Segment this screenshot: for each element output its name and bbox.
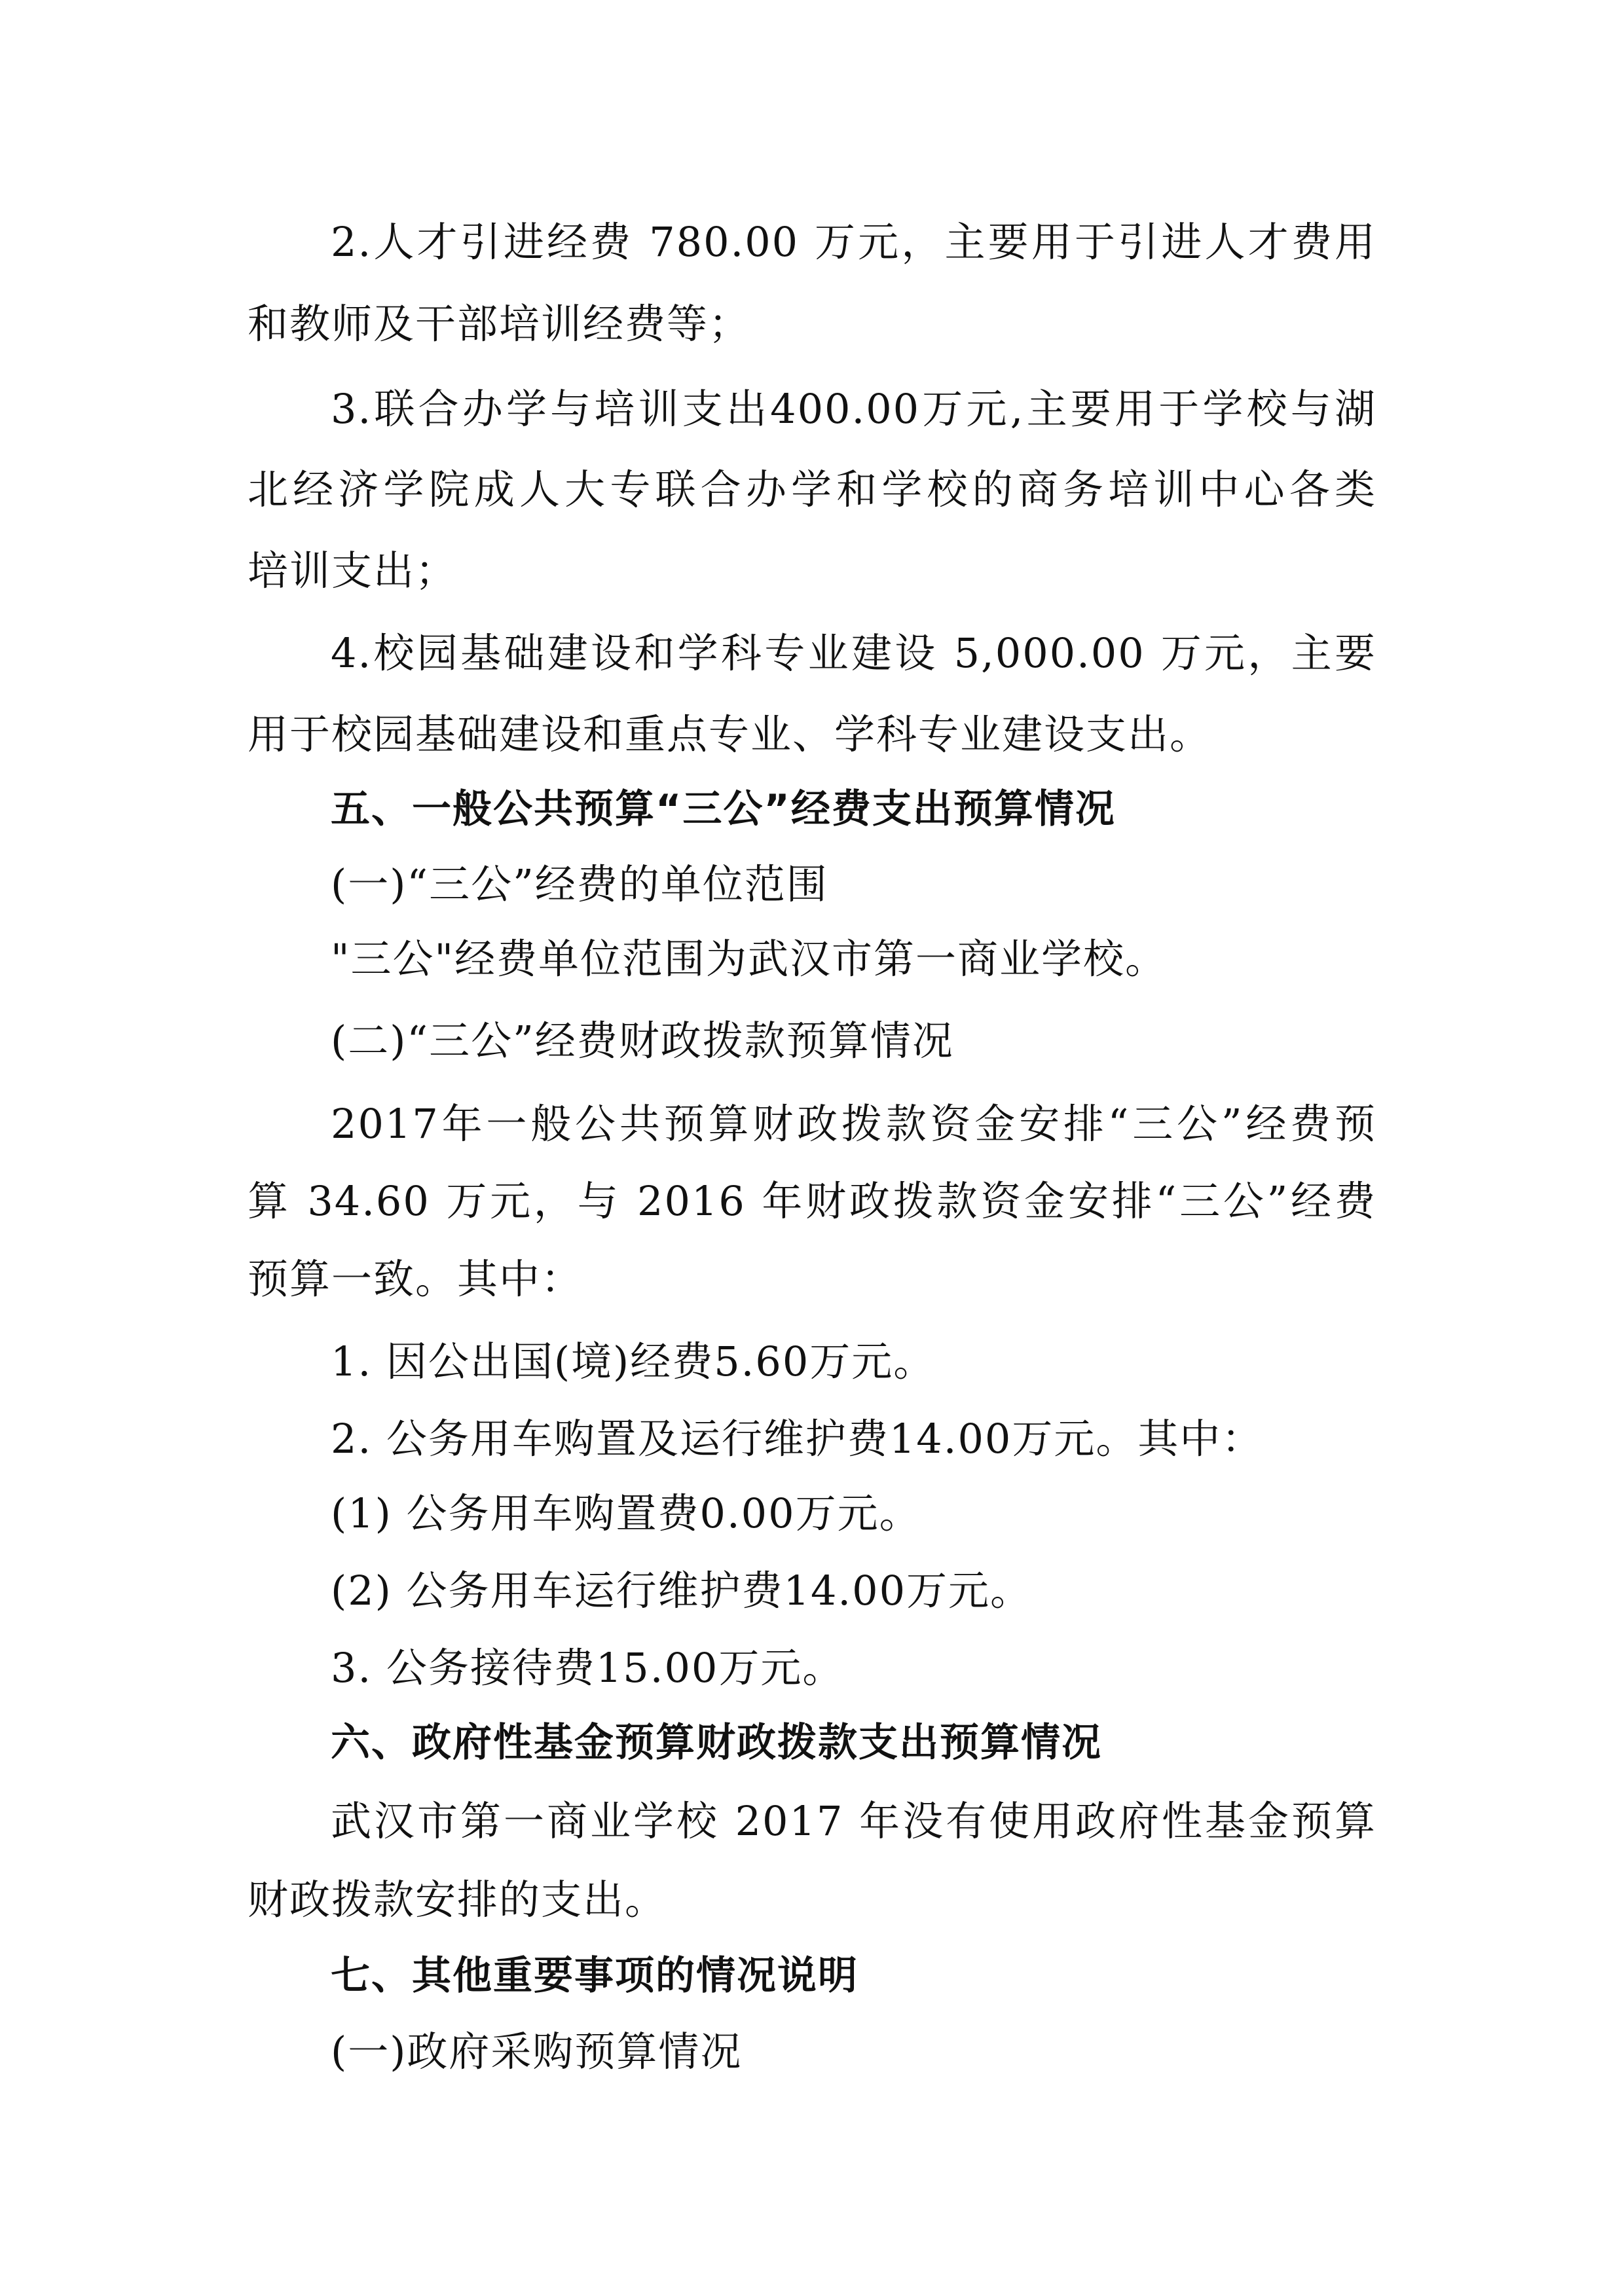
list-item: 3. 公务接待费15.00万元。 [331,1644,845,1692]
paragraph-line: 2017年一般公共预算财政拨款资金安排“三公”经费预 [331,1100,1376,1148]
subsection-heading: (二)“三公”经费财政拨款预算情况 [331,1017,954,1065]
subsection-heading: (一)“三公”经费的单位范围 [331,860,828,908]
paragraph-line: "三公"经费单位范围为武汉市第一商业学校。 [331,935,1168,983]
paragraph-line: 4.校园基础建设和学科专业建设 5,000.00 万元，主要 [331,629,1376,677]
paragraph-line: 培训支出； [248,547,458,594]
paragraph-line: 2.人才引进经费 780.00 万元，主要用于引进人才费用 [331,218,1376,266]
section-heading-6: 六、政府性基金预算财政拨款支出预算情况 [331,1720,1102,1766]
paragraph-line: 用于校园基础建设和重点专业、学科专业建设支出。 [248,710,1212,758]
list-item: 2. 公务用车购置及运行维护费14.00万元。其中： [331,1415,1264,1463]
paragraph-line: 财政拨款安排的支出。 [248,1876,667,1923]
paragraph-line: 预算一致。其中： [248,1255,583,1303]
paragraph-line: 3.联合办学与培训支出400.00万元,主要用于学校与湖 [331,385,1376,433]
list-item: (2) 公务用车运行维护费14.00万元。 [331,1567,1033,1614]
paragraph-line: 和教师及干部培训经费等； [248,300,751,348]
subsection-heading: (一)政府采购预算情况 [331,2028,743,2075]
section-heading-7: 七、其他重要事项的情况说明 [331,1953,858,1999]
paragraph-line: 武汉市第一商业学校 2017 年没有使用政府性基金预算 [331,1797,1376,1845]
list-item: 1. 因公出国(境)经费5.60万元。 [331,1338,936,1385]
list-item: (1) 公务用车购置费0.00万元。 [331,1489,921,1537]
paragraph-line: 算 34.60 万元，与 2016 年财政拨款资金安排“三公”经费 [248,1177,1376,1225]
section-heading-5: 五、一般公共预算“三公”经费支出预算情况 [331,786,1116,832]
paragraph-line: 北经济学院成人大专联合办学和学校的商务培训中心各类 [248,465,1376,513]
